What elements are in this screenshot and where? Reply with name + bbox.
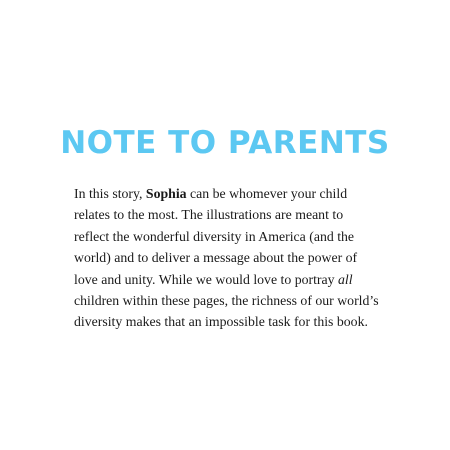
line-text: love and unity. While we would love to portray: [74, 271, 338, 287]
paragraph-line: reflect the wonderful diversity in America (and the: [74, 228, 355, 244]
paragraph-line: relates to the most. The illustrations are meant to: [74, 207, 344, 223]
paragraph-line: [74, 269, 404, 290]
paragraph-line: world) and to deliver a message about the power of: [74, 250, 358, 266]
child-name-bold: Sophia: [145, 186, 187, 201]
paragraph-line: children within these pages, the richness of our world’s: [74, 293, 379, 309]
paragraph-line: diversity makes that an impossible task for this book.: [74, 314, 368, 330]
page-title: NOTE TO PARENTS: [60, 125, 390, 161]
line-text: can be whomever your child: [186, 186, 348, 201]
note-paragraph: [74, 183, 404, 333]
paragraph-line: [74, 183, 404, 204]
emphasis-italic: all: [338, 271, 353, 287]
line-text: In this story,: [74, 186, 146, 201]
